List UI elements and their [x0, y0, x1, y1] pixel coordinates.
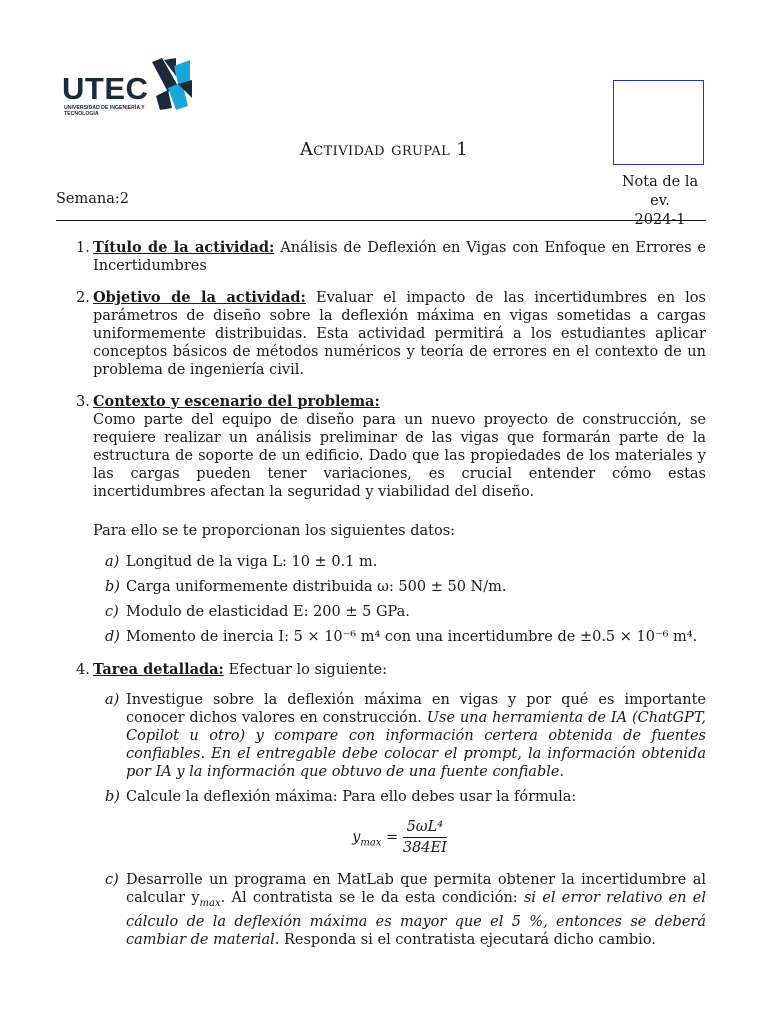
formula-subscript: max — [360, 837, 382, 849]
section-label: Título de la actividad: — [93, 239, 275, 256]
item-text-3: . Responda si el contratista ejecutará dicho cambio. — [274, 931, 656, 948]
grade-label — [612, 173, 708, 230]
data-item-length — [93, 553, 706, 571]
item-letter: d) — [105, 629, 120, 645]
page-title: Actividad grupal 1 — [299, 139, 469, 160]
logo-text: UTEC — [62, 71, 149, 106]
section-label: Contexto y escenario del problema: — [93, 393, 380, 410]
data-item-inertia — [93, 628, 706, 646]
section-objective — [56, 289, 706, 379]
formula-lhs: y — [352, 829, 361, 846]
term-label: 2024-1 — [634, 212, 686, 228]
section-task — [56, 661, 706, 949]
formula-equals: = — [381, 829, 403, 846]
formula-denominator: 384EI — [402, 840, 447, 856]
section-text: Evaluar el impacto de las incertidumbres en los parámetros de diseño sobre la deflexión máxima en vigas sometidas a cargas uniformemente distribuidas. Esta actividad permitirá a los estudiantes aplicar conceptos básicos de métodos numéricos y teoría de errores en el contexto de un problema de ingeniería civil. — [93, 290, 706, 378]
task-item-c — [93, 871, 706, 949]
item-text: Modulo de elasticidad E: 200 ± 5 GPa. — [126, 604, 410, 620]
item-subscript: max — [199, 897, 221, 909]
utec-logo — [62, 58, 202, 118]
section-text: Como parte del equipo de diseño para un nuevo proyecto de construcción, se requiere realizar un análisis preliminar de las vigas que formarán parte de la estructura de soporte de un edificio. Dado que las propiedades de los materiales y las cargas pueden tener variaciones, es crucial entender cómo estas incertidumbres afectan la seguridad y viabilidad del diseño. — [93, 412, 706, 500]
grade-caption: Nota de la ev. — [621, 174, 699, 209]
header-divider — [56, 220, 706, 221]
week-label: Semana:2 — [56, 191, 130, 207]
section-number: 4. — [76, 662, 90, 678]
section-title — [56, 239, 706, 275]
item-letter: a) — [105, 554, 120, 570]
section-context — [56, 393, 706, 646]
item-letter: a) — [105, 692, 120, 708]
deflection-formula — [93, 818, 706, 857]
formula-fraction — [403, 818, 447, 857]
item-text: Momento de inercia I: 5 × 10⁻⁶ m⁴ con una incertidumbre de ±0.5 × 10⁻⁶ m⁴. — [126, 629, 698, 645]
section-label: Tarea detallada: — [93, 661, 224, 678]
task-item-a — [93, 691, 706, 781]
activity-content — [56, 239, 706, 949]
data-item-load — [93, 578, 706, 596]
item-text: Longitud de la viga L: 10 ± 0.1 m. — [126, 554, 378, 570]
item-letter: b) — [105, 579, 120, 595]
item-italic-text: si el error relativo en el cálculo de la deflexión máxima es mayor que el 5 %, entonces se deberá cambiar de material — [126, 890, 706, 948]
item-text: Carga uniformemente distribuida ω: 500 ± 50 N/m. — [126, 579, 507, 595]
data-item-elasticity — [93, 603, 706, 621]
task-item-b — [93, 788, 706, 806]
formula-numerator: 5ωL⁴ — [403, 818, 447, 838]
logo-mark-icon — [148, 58, 194, 112]
item-letter: b) — [105, 789, 120, 805]
item-text: Investigue sobre la deflexión máxima en vigas y por qué es importante conocer dichos valores en construcción. — [126, 692, 706, 726]
section-label: Objetivo de la actividad: — [93, 289, 306, 306]
item-text: Desarrolle un programa en MatLab que permita obtener la incertidumbre al calcular y — [126, 872, 706, 906]
item-letter: c) — [105, 604, 119, 620]
section-number: 3. — [76, 394, 90, 410]
section-text: Efectuar lo siguiente: — [223, 662, 388, 678]
item-letter: c) — [105, 872, 119, 888]
item-text-2: . Al contratista se le da esta condición: — [220, 890, 524, 906]
logo-subtitle: UNIVERSIDAD DE INGENIERÍA Y TECNOLOGÍA — [64, 105, 145, 117]
item-text: Calcule la deflexión máxima: Para ello debes usar la fórmula: — [126, 789, 577, 805]
section-number: 1. — [76, 240, 90, 256]
item-italic-text: Use una herramienta de IA (ChatGPT, Copilot u otro) y compare con información certera obtenida de fuentes confiables. En el entregable debe colocar el prompt, la información obtenida por IA y la información que obtuvo de una fuente confiable. — [126, 710, 706, 780]
section-text: Análisis de Deflexión en Vigas con Enfoque en Errores e Incertidumbres — [93, 240, 706, 274]
data-intro: Para ello se te proporcionan los siguientes datos: — [93, 523, 456, 539]
section-number: 2. — [76, 290, 90, 306]
